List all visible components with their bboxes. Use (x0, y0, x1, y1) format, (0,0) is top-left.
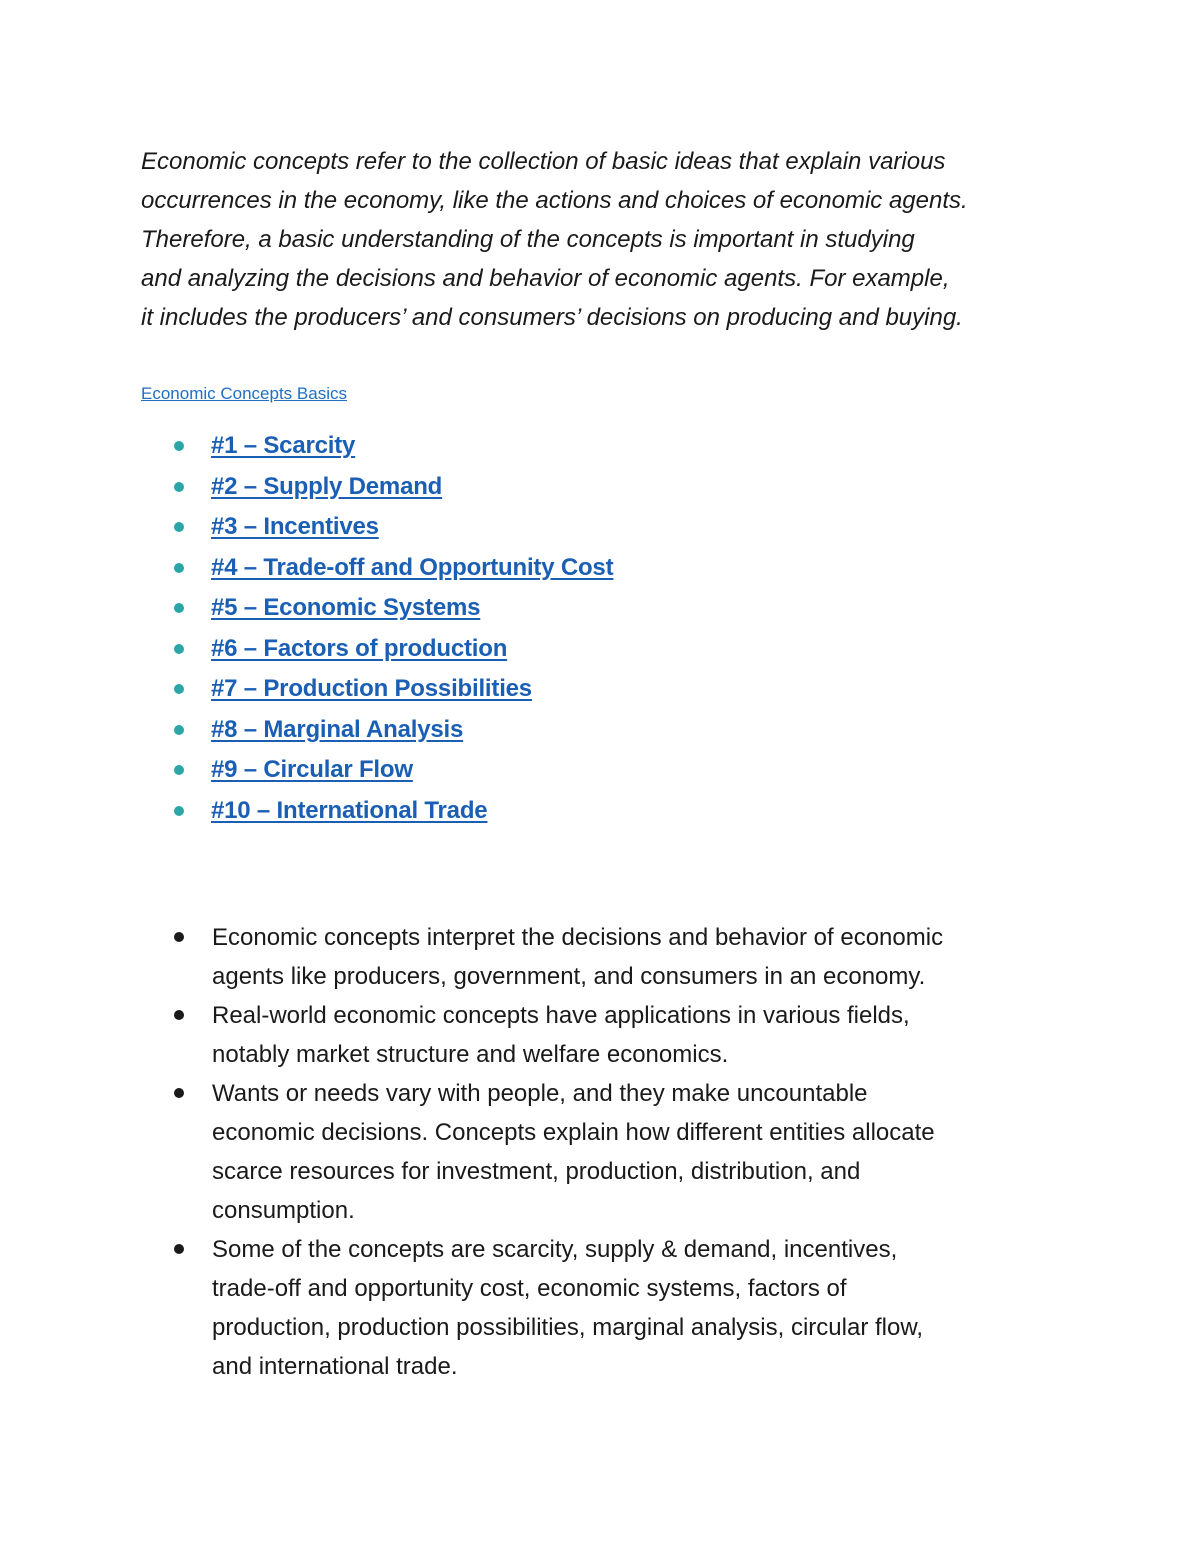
bullet-icon (174, 563, 184, 573)
intro-line: and analyzing the decisions and behavior of economic agents. For example, (141, 265, 950, 292)
bullet-icon (174, 1244, 184, 1254)
list-item-line: consumption. (212, 1197, 355, 1224)
list-item-line: notably market structure and welfare economics. (212, 1041, 729, 1068)
list-item (174, 918, 1074, 996)
list-item-line: Real-world economic concepts have applications in various fields, (212, 1002, 910, 1029)
bullet-icon (174, 806, 184, 816)
list-item-line: Economic concepts interpret the decisions and behavior of economic (212, 924, 944, 951)
bullet-icon (174, 765, 184, 775)
intro-line: Economic concepts refer to the collection of basic ideas that explain various (141, 148, 946, 175)
list-item-line: economic decisions. Concepts explain how different entities allocate (212, 1119, 935, 1146)
bullet-icon (174, 441, 184, 451)
list-item (174, 1230, 1074, 1386)
toc-link-international-trade[interactable]: #10 – International Trade (211, 796, 488, 824)
bullet-icon (174, 482, 184, 492)
toc-link-marginal-analysis[interactable]: #8 – Marginal Analysis (211, 715, 464, 743)
list-item-line: and international trade. (212, 1353, 458, 1380)
list-item (174, 1074, 1074, 1230)
bullet-icon (174, 1088, 184, 1098)
toc-link-trade-off[interactable]: #4 – Trade-off and Opportunity Cost (211, 553, 614, 581)
toc-item (174, 548, 613, 589)
bullet-icon (174, 684, 184, 694)
key-takeaways-list (174, 918, 1074, 1386)
toc-link-supply-demand[interactable]: #2 – Supply Demand (211, 472, 443, 500)
list-item (174, 996, 1074, 1074)
toc-item (174, 669, 613, 710)
bullet-icon (174, 644, 184, 654)
toc-item (174, 507, 613, 548)
toc-item (174, 588, 613, 629)
list-item-line: trade-off and opportunity cost, economic systems, factors of (212, 1275, 847, 1302)
list-item-line: Wants or needs vary with people, and they make uncountable (212, 1080, 868, 1107)
toc-link-scarcity[interactable]: #1 – Scarcity (211, 432, 356, 460)
list-item-line: production, production possibilities, marginal analysis, circular flow, (212, 1314, 923, 1341)
bullet-icon (174, 522, 184, 532)
toc-link-incentives[interactable]: #3 – Incentives (211, 513, 379, 541)
bullet-icon (174, 725, 184, 735)
intro-paragraph (141, 142, 1101, 337)
table-of-contents (174, 426, 613, 831)
toc-item (174, 750, 613, 791)
list-item-line: agents like producers, government, and consumers in an economy. (212, 963, 926, 990)
toc-item (174, 629, 613, 670)
toc-link-circular-flow[interactable]: #9 – Circular Flow (211, 756, 413, 784)
toc-item (174, 710, 613, 751)
economic-concepts-basics-link[interactable]: Economic Concepts Basics (141, 384, 347, 403)
toc-link-production-possibilities[interactable]: #7 – Production Possibilities (211, 675, 532, 703)
toc-item (174, 467, 613, 508)
intro-line: occurrences in the economy, like the actions and choices of economic agents. (141, 187, 968, 214)
toc-item (174, 426, 613, 467)
bullet-icon (174, 1010, 184, 1020)
toc-link-factors-of-production[interactable]: #6 – Factors of production (211, 634, 508, 662)
list-item-line: scarce resources for investment, production, distribution, and (212, 1158, 861, 1185)
bullet-icon (174, 603, 184, 613)
toc-link-economic-systems[interactable]: #5 – Economic Systems (211, 594, 481, 622)
intro-line: it includes the producers’ and consumers’ decisions on producing and buying. (141, 304, 963, 331)
list-item-line: Some of the concepts are scarcity, supply & demand, incentives, (212, 1236, 898, 1263)
bullet-icon (174, 932, 184, 942)
toc-item (174, 791, 613, 832)
intro-line: Therefore, a basic understanding of the concepts is important in studying (141, 226, 915, 253)
